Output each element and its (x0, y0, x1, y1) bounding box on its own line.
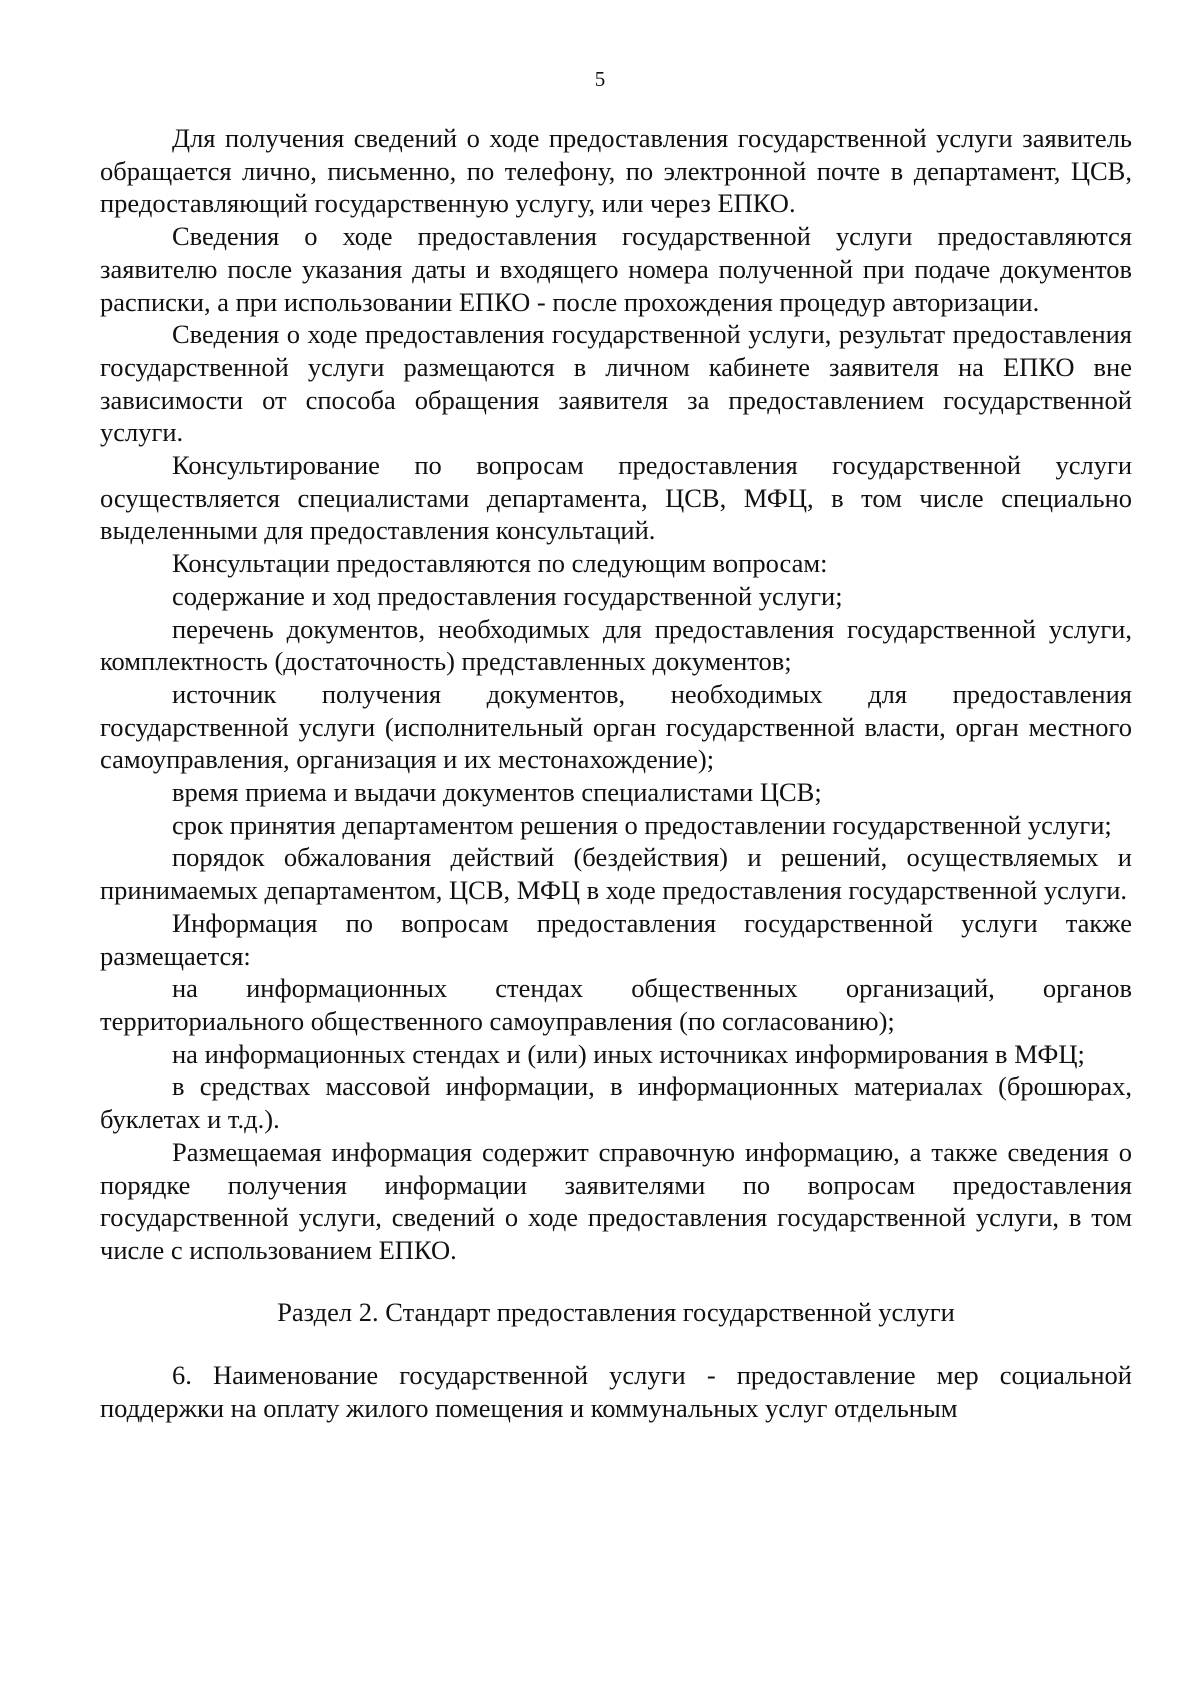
paragraph: Информация по вопросам предоставления государственной услуги также размещается: (100, 907, 1132, 971)
document-body (100, 122, 1132, 1425)
list-item: на информационных стендах и (или) иных источниках информирования в МФЦ; (172, 1038, 1085, 1069)
list-item: источник получения документов, необходимых для предоставления государственной услуги (исполнительный орган государственной власти, орган местного самоуправления, организация и их местонахождение); (100, 678, 1132, 775)
paragraph: Для получения сведений о ходе предоставления государственной услуги заявитель обращается лично, письменно, по телефону, по электронной почте в департамент, ЦСВ, предоставляющий государственную услугу, или через ЕПКО. (100, 123, 1132, 219)
list-item: на информационных стендах общественных организаций, органов территориального общественного самоуправления (по согласованию); (100, 973, 1132, 1036)
final-paragraph: 6. Наименование государственной услуги - предоставление мер социальной поддержки на оплату жилого помещения и коммунальных услуг отдельным (100, 1360, 1132, 1424)
paragraph: Размещаемая информация содержит справочную информацию, а также сведения о порядке получения информации заявителями по вопросам предоставления государственной услуги, сведений о ходе предоставления государственной услуги, в том числе с использованием ЕПКО. (100, 1136, 1132, 1265)
list-item: перечень документов, необходимых для предоставления государственной услуги, комплектность (достаточность) представленных документов; (100, 613, 1132, 677)
list-item: срок принятия департаментом решения о предоставлении государственной услуги; (172, 809, 1112, 840)
page-number: 5 (594, 67, 606, 91)
list-item: содержание и ход предоставления государственной услуги; (172, 580, 843, 611)
list-item: порядок обжалования действий (бездействия) и решений, осуществляемых и принимаемых департаментом, ЦСВ, МФЦ в ходе предоставления государственной услуги. (100, 842, 1132, 906)
paragraph: Сведения о ходе предоставления государственной услуги, результат предоставления государственной услуги размещаются в личном кабинете заявителя на ЕПКО вне зависимости от способа обращения заявителя за предоставлением государственной услуги. (100, 319, 1132, 448)
paragraph: Сведения о ходе предоставления государственной услуги предоставляются заявителю после указания даты и входящего номера полученной при подаче документов расписки, а при использовании ЕПКО - после прохождения процедур авторизации. (100, 221, 1132, 317)
list-item: в средствах массовой информации, в информационных материалах (брошюрах, буклетах и т.д.). (100, 1071, 1132, 1135)
paragraph: Консультирование по вопросам предоставления государственной услуги осуществляется специалистами департамента, ЦСВ, МФЦ, в том числе специально выделенными для предоставления консультаций. (100, 450, 1132, 546)
section-heading: Раздел 2. Стандарт предоставления государственной услуги (277, 1296, 955, 1327)
paragraph: Консультации предоставляются по следующим вопросам: (172, 548, 828, 579)
list-item: время приема и выдачи документов специалистами ЦСВ; (172, 777, 822, 808)
